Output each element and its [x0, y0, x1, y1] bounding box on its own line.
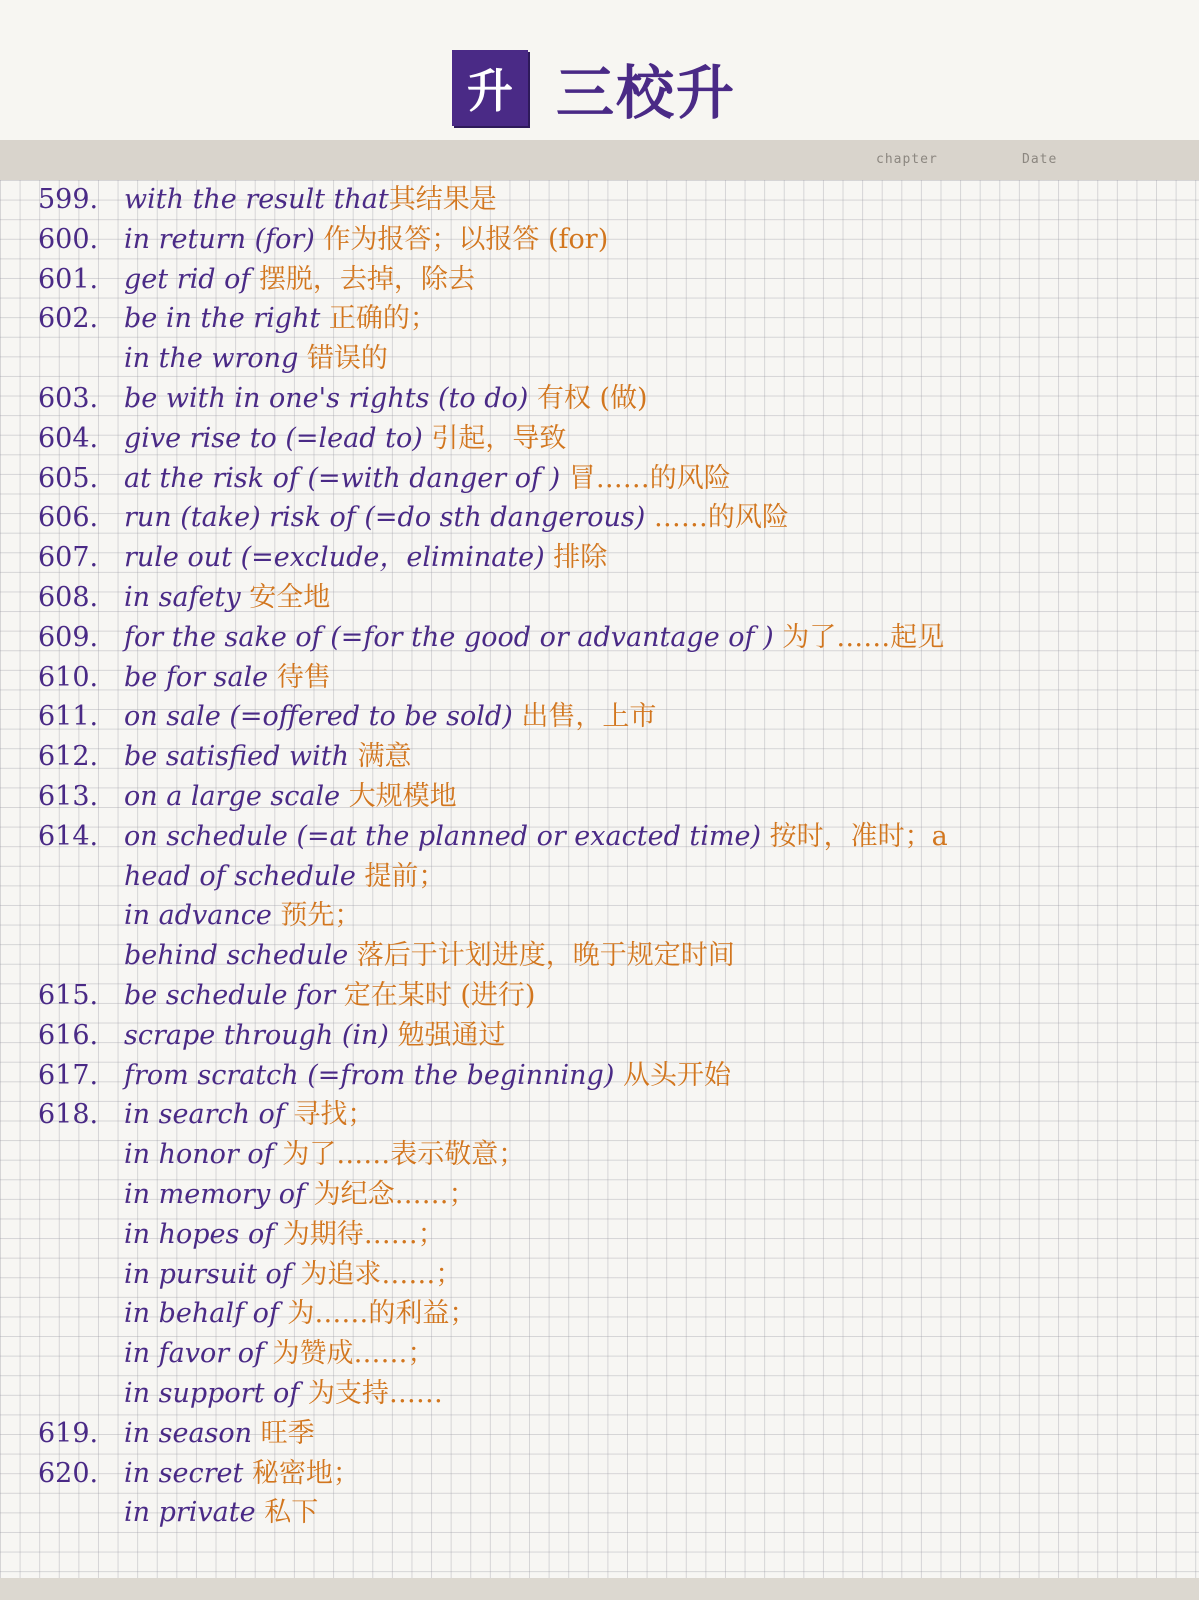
phrase-chinese: 安全地 — [249, 581, 331, 613]
phrase-chinese: 为赞成……； — [272, 1338, 435, 1370]
phrase-english: in hopes of — [124, 1218, 283, 1250]
phrase-line — [38, 1056, 1178, 1096]
phrase-chinese: 秘密地； — [251, 1457, 360, 1489]
phrase-english: in advance — [124, 900, 281, 932]
phrase-line — [38, 777, 1178, 817]
chapter-label: chapter — [876, 152, 938, 167]
phrase-line — [38, 1095, 1178, 1135]
phrase-line — [38, 578, 1178, 618]
phrase-chinese: 为了……表示敬意； — [282, 1139, 526, 1171]
phrase-chinese: 落后于计划进度，晚于规定时间 — [356, 940, 735, 972]
phrase-english: on a large scale — [124, 780, 349, 812]
phrase-english: with the result that — [124, 184, 389, 215]
phrase-line — [38, 1454, 1178, 1494]
phrase-line — [38, 498, 1178, 538]
phrase-line — [38, 1493, 1178, 1533]
phrase-english: behind schedule — [124, 940, 357, 972]
phrase-number: 617. — [38, 1059, 99, 1091]
phrase-number: 601. — [38, 263, 99, 295]
date-label: Date — [1022, 152, 1058, 167]
header — [0, 0, 1199, 140]
phrase-chinese: 提前； — [364, 860, 446, 892]
phrase-line — [38, 1175, 1178, 1215]
phrase-line — [38, 658, 1178, 698]
phrase-number: 603. — [38, 382, 99, 414]
phrase-number: 604. — [38, 422, 99, 454]
phrase-english: in return (for) — [124, 223, 324, 255]
phrase-english: in the wrong — [124, 343, 307, 375]
phrase-number: 599. — [38, 184, 99, 215]
phrase-chinese: 大规模地 — [348, 780, 457, 812]
phrase-chinese: 引起，导致 — [431, 422, 567, 454]
phrase-chinese: 为纪念……； — [313, 1178, 476, 1210]
phrase-number: 606. — [38, 502, 99, 534]
phrase-chinese: 满意 — [357, 741, 412, 773]
phrase-line — [38, 1294, 1178, 1334]
phrase-line — [38, 260, 1178, 300]
header-band — [0, 140, 1199, 180]
phrase-number: 602. — [38, 303, 99, 335]
phrase-english: be in the right — [124, 303, 329, 335]
phrase-number: 614. — [38, 820, 99, 852]
logo-text: 三校升 — [556, 59, 737, 127]
phrase-line — [38, 419, 1178, 459]
phrase-line — [38, 697, 1178, 737]
phrase-list — [38, 180, 1178, 1533]
phrase-chinese: 为追求……； — [300, 1258, 463, 1290]
phrase-english: be for sale — [124, 661, 277, 693]
phrase-number: 613. — [38, 780, 99, 812]
phrase-line — [38, 896, 1178, 936]
phrase-english: on schedule (=at the planned or exacted time) — [124, 820, 770, 852]
phrase-number: 611. — [38, 701, 99, 733]
phrase-number: 615. — [38, 979, 99, 1011]
phrase-chinese: 私下 — [264, 1497, 319, 1529]
phrase-line — [38, 379, 1178, 419]
phrase-english: run (take) risk of (=do sth dangerous) — [124, 502, 654, 534]
phrase-english: in pursuit of — [124, 1258, 301, 1290]
phrase-chinese: 从头开始 — [622, 1059, 731, 1091]
phrase-english: be with in one's rights (to do) — [124, 382, 537, 414]
phrase-line — [38, 1135, 1178, 1175]
phrase-english: be schedule for — [124, 979, 344, 1011]
phrase-english: in private — [124, 1497, 265, 1529]
phrase-number: 607. — [38, 542, 99, 574]
phrase-chinese: 按时，准时；a — [769, 820, 948, 852]
phrase-line — [38, 1016, 1178, 1056]
phrase-line — [38, 737, 1178, 777]
phrase-english: for the sake of (=for the good or advantage of ) — [124, 621, 783, 653]
phrase-line — [38, 180, 1178, 220]
phrase-line — [38, 936, 1178, 976]
phrase-english: from scratch (=from the beginning) — [124, 1059, 623, 1091]
logo-mark: 升 — [452, 50, 528, 126]
phrase-number: 616. — [38, 1019, 99, 1051]
phrase-english: in search of — [124, 1099, 294, 1131]
phrase-number: 608. — [38, 581, 99, 613]
phrase-english: on sale (=offered to be sold) — [124, 701, 522, 733]
phrase-chinese: 勉强通过 — [397, 1019, 506, 1051]
phrase-english: in memory of — [124, 1178, 314, 1210]
phrase-number: 619. — [38, 1417, 99, 1449]
phrase-line — [38, 299, 1178, 339]
phrase-chinese: 旺季 — [260, 1417, 315, 1449]
footer-band — [0, 1578, 1199, 1600]
phrase-line — [38, 857, 1178, 897]
phrase-chinese: 冒……的风险 — [568, 462, 731, 494]
phrase-line — [38, 1255, 1178, 1295]
phrase-line — [38, 220, 1178, 260]
phrase-number: 605. — [38, 462, 99, 494]
phrase-number: 618. — [38, 1099, 99, 1131]
phrase-number: 609. — [38, 621, 99, 653]
phrase-chinese: 排除 — [553, 542, 608, 574]
phrase-english: be satisfied with — [124, 741, 358, 773]
phrase-chinese: 正确的； — [328, 303, 437, 335]
phrase-line — [38, 976, 1178, 1016]
phrase-english: in behalf of — [124, 1298, 288, 1330]
phrase-english: head of schedule — [124, 860, 365, 892]
phrase-english: in secret — [124, 1457, 252, 1489]
phrase-line — [38, 618, 1178, 658]
phrase-chinese: 寻找； — [293, 1099, 375, 1131]
phrase-line — [38, 1334, 1178, 1374]
phrase-number: 600. — [38, 223, 99, 255]
phrase-chinese: 摆脱，去掉，除去 — [258, 263, 475, 295]
phrase-chinese: 错误的 — [306, 343, 388, 375]
logo — [452, 48, 736, 128]
phrase-chinese: 预先； — [280, 900, 362, 932]
phrase-number: 620. — [38, 1457, 99, 1489]
phrase-line — [38, 538, 1178, 578]
phrase-number: 610. — [38, 661, 99, 693]
phrase-chinese: 为了……起见 — [782, 621, 945, 653]
phrase-chinese: 为支持…… — [307, 1377, 443, 1409]
phrase-number: 612. — [38, 741, 99, 773]
phrase-english: in honor of — [124, 1139, 283, 1171]
phrase-chinese: 有权 (做) — [536, 382, 648, 414]
phrase-english: in support of — [124, 1377, 308, 1409]
phrase-line — [38, 339, 1178, 379]
phrase-english: in safety — [124, 581, 250, 613]
phrase-chinese: 定在某时 (进行) — [343, 979, 536, 1011]
phrase-chinese: 为期待……； — [282, 1218, 445, 1250]
phrase-line — [38, 817, 1178, 857]
phrase-chinese: 为……的利益； — [287, 1298, 477, 1330]
phrase-english: rule out (=exclude，eliminate) — [124, 542, 554, 574]
phrase-chinese: 作为报答；以报答 (for) — [323, 223, 609, 255]
phrase-english: scrape through (in) — [124, 1019, 398, 1051]
phrase-line — [38, 1374, 1178, 1414]
phrase-line — [38, 1414, 1178, 1454]
phrase-line — [38, 459, 1178, 499]
phrase-english: in season — [124, 1417, 261, 1449]
phrase-english: in favor of — [124, 1338, 273, 1370]
phrase-chinese: 待售 — [276, 661, 331, 693]
phrase-line — [38, 1215, 1178, 1255]
phrase-chinese: 出售，上市 — [521, 701, 657, 733]
phrase-chinese: 其结果是 — [388, 184, 497, 215]
phrase-english: give rise to (=lead to) — [124, 422, 432, 454]
phrase-chinese: ……的风险 — [653, 502, 789, 534]
phrase-english: get rid of — [124, 263, 259, 295]
phrase-english: at the risk of (=with danger of ) — [124, 462, 569, 494]
